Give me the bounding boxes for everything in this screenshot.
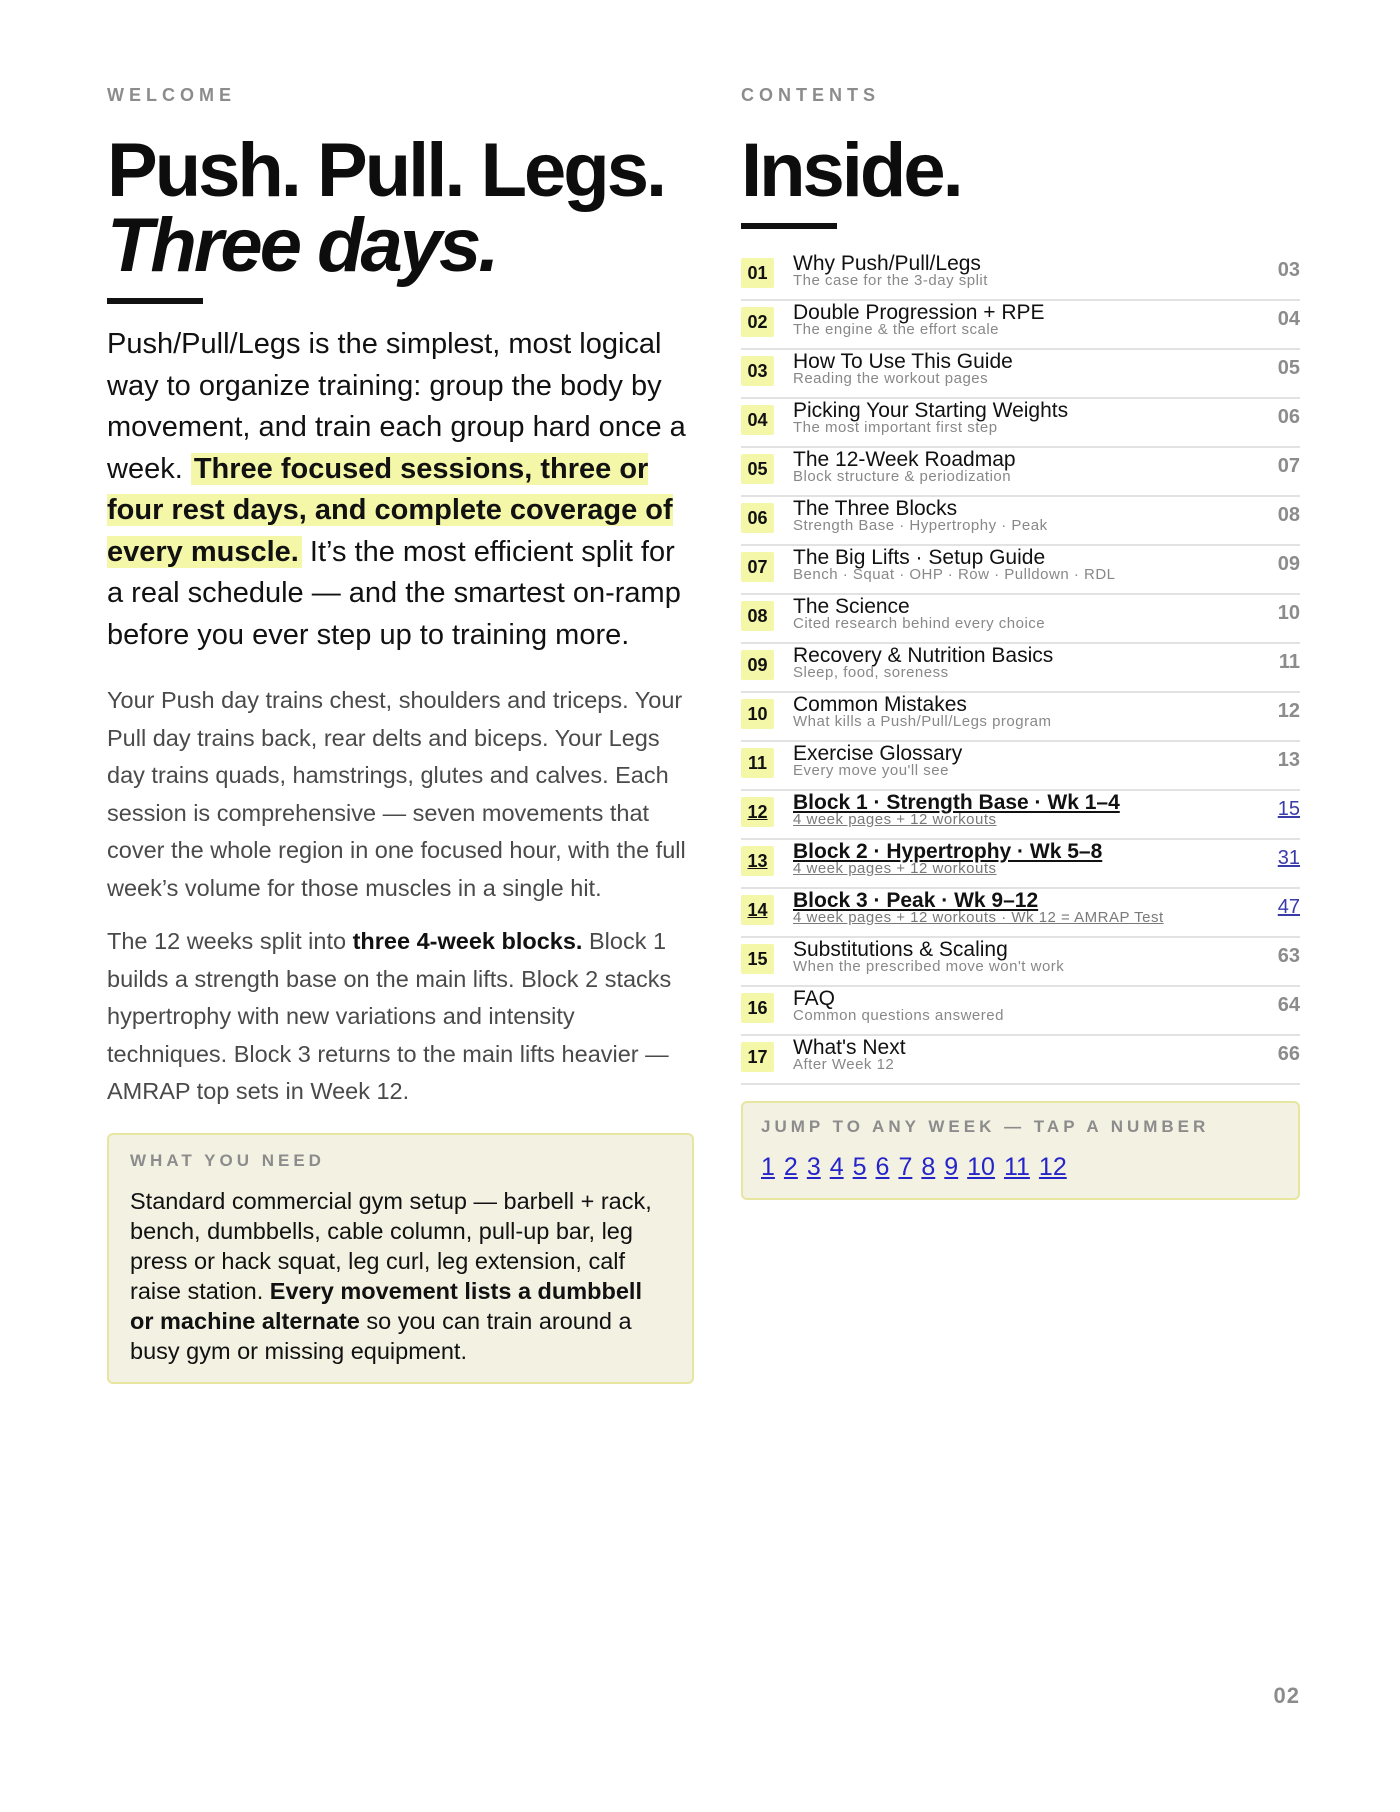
week-link[interactable]: 12 <box>1038 1153 1067 1181</box>
need-text-bold: Every movement lists a dumbbell or machine alternate <box>130 1277 642 1334</box>
toc-number: 11 <box>741 748 774 778</box>
toc-row <box>741 644 1300 693</box>
lead-text-end: It’s the most efficient split for a real schedule — and the smartest on-ramp before you ever step up to training more. <box>107 535 681 651</box>
jump-to-week-box <box>741 1101 1300 1200</box>
toc-title: The Science <box>793 595 910 618</box>
toc-page-number: 07 <box>1277 455 1300 477</box>
toc-page-number: 08 <box>1277 504 1300 526</box>
toc-subtitle: Bench · Squat · OHP · Row · Pulldown · RDL <box>793 566 1116 583</box>
toc-subtitle: 4 week pages + 12 workouts · Wk 12 = AMRAP Test <box>793 909 1164 926</box>
toc-title: Recovery & Nutrition Basics <box>793 644 1054 667</box>
toc-subtitle: Cited research behind every choice <box>793 615 1046 632</box>
toc-page-number: 06 <box>1277 406 1300 428</box>
week-link[interactable]: 7 <box>898 1153 913 1181</box>
toc-title: Common Mistakes <box>793 693 967 716</box>
toc-title: The Three Blocks <box>793 497 958 520</box>
week-link[interactable]: 3 <box>806 1153 821 1181</box>
week-link[interactable]: 4 <box>829 1153 844 1181</box>
lead-highlight: Three focused sessions, three or four rest days, and complete coverage of every muscle. <box>107 452 673 568</box>
toc-subtitle: 4 week pages + 12 workouts <box>793 811 997 828</box>
toc-row <box>741 497 1300 546</box>
week-link[interactable]: 10 <box>967 1153 995 1181</box>
toc-page-number: 66 <box>1277 1043 1300 1065</box>
toc-subtitle: Every move you'll see <box>793 762 949 779</box>
title-line-2: Three days. <box>107 203 497 288</box>
welcome-eyebrow: WELCOME <box>107 85 236 105</box>
toc-page-number[interactable]: 15 <box>1277 798 1300 820</box>
toc-row[interactable] <box>741 840 1300 889</box>
toc-subtitle: 4 week pages + 12 workouts <box>793 860 997 877</box>
toc-row <box>741 301 1300 350</box>
blocks-text-end: Block 1 builds a strength base on the main lifts. Block 2 stacks hypertrophy with new variations and intensity techniques. Block 3 returns to the main lifts heavier — AMRAP top sets in Week 12. <box>107 928 672 1104</box>
contents-rule <box>741 223 837 229</box>
lead-paragraph <box>107 324 692 656</box>
blocks-text-bold: three 4-week blocks. <box>352 928 583 954</box>
toc-title[interactable]: Block 1 · Strength Base · Wk 1–4 <box>793 791 1120 814</box>
contents-column <box>741 82 1300 1200</box>
week-link[interactable]: 9 <box>944 1153 959 1181</box>
toc-number[interactable]: 12 <box>741 797 774 827</box>
toc-subtitle: The case for the 3-day split <box>793 272 988 289</box>
table-of-contents <box>741 252 1300 1085</box>
toc-title[interactable]: Block 2 · Hypertrophy · Wk 5–8 <box>793 840 1103 863</box>
week-link[interactable]: 6 <box>875 1153 890 1181</box>
toc-page-number: 10 <box>1277 602 1300 624</box>
toc-page-number: 12 <box>1277 700 1300 722</box>
toc-number: 01 <box>741 258 774 288</box>
week-link[interactable]: 5 <box>852 1153 867 1181</box>
toc-subtitle: Reading the workout pages <box>793 370 989 387</box>
toc-page-number: 13 <box>1277 749 1300 771</box>
toc-number: 09 <box>741 650 774 680</box>
week-link[interactable]: 8 <box>921 1153 936 1181</box>
toc-title: Substitutions & Scaling <box>793 938 1008 961</box>
toc-number[interactable]: 13 <box>741 846 774 876</box>
what-you-need-label: WHAT YOU NEED <box>130 1150 325 1170</box>
week-link[interactable]: 2 <box>783 1153 798 1181</box>
welcome-column <box>107 82 692 1384</box>
toc-row <box>741 448 1300 497</box>
toc-title: The 12-Week Roadmap <box>793 448 1016 471</box>
toc-page-number[interactable]: 47 <box>1277 896 1300 918</box>
toc-row <box>741 595 1300 644</box>
toc-title: The Big Lifts · Setup Guide <box>793 546 1046 569</box>
contents-eyebrow: CONTENTS <box>741 85 880 105</box>
toc-number: 16 <box>741 993 774 1023</box>
toc-row <box>741 693 1300 742</box>
toc-page-number: 05 <box>1277 357 1300 379</box>
toc-number[interactable]: 14 <box>741 895 774 925</box>
toc-number: 08 <box>741 601 774 631</box>
contents-title: Inside. <box>741 128 961 213</box>
toc-row[interactable] <box>741 791 1300 840</box>
what-you-need-text <box>130 1186 670 1366</box>
title-line-1: Push. Pull. Legs. <box>107 128 665 213</box>
toc-subtitle: The engine & the effort scale <box>793 321 1000 338</box>
toc-row <box>741 1036 1300 1085</box>
week-links <box>761 1153 1280 1182</box>
toc-page-number[interactable]: 31 <box>1277 847 1300 869</box>
toc-number: 17 <box>741 1042 774 1072</box>
need-text-end: so you can train around a busy gym or missing equipment. <box>130 1307 632 1364</box>
toc-subtitle: What kills a Push/Pull/Legs program <box>793 713 1052 730</box>
toc-title: Exercise Glossary <box>793 742 963 765</box>
toc-page-number: 64 <box>1277 994 1300 1016</box>
toc-row <box>741 987 1300 1036</box>
toc-number: 02 <box>741 307 774 337</box>
welcome-title <box>107 128 692 288</box>
toc-row <box>741 546 1300 595</box>
toc-page-number: 63 <box>1277 945 1300 967</box>
toc-number: 03 <box>741 356 774 386</box>
toc-page-number: 09 <box>1277 553 1300 575</box>
toc-row <box>741 350 1300 399</box>
toc-page-number: 04 <box>1277 308 1300 330</box>
toc-title: Why Push/Pull/Legs <box>793 252 981 275</box>
need-text-start: Standard commercial gym setup — barbell + rack, bench, dumbbells, cable column, pull-up bar, leg press or hack squat, leg curl, leg extension, calf raise station. <box>130 1187 652 1304</box>
toc-title: FAQ <box>793 987 836 1010</box>
lead-text-start: Push/Pull/Legs is the simplest, most logical way to organize training: group the body by movement, and train each group hard once a week. <box>107 328 686 485</box>
blocks-text-start: The 12 weeks split into <box>107 928 353 954</box>
toc-subtitle: The most important first step <box>793 419 998 436</box>
jump-to-week-label: JUMP TO ANY WEEK — TAP A NUMBER <box>761 1117 1210 1136</box>
toc-number: 05 <box>741 454 774 484</box>
toc-row <box>741 252 1300 301</box>
toc-row <box>741 742 1300 791</box>
toc-row <box>741 938 1300 987</box>
toc-page-number: 11 <box>1278 651 1300 673</box>
toc-subtitle: Strength Base · Hypertrophy · Peak <box>793 517 1048 534</box>
toc-title: Picking Your Starting Weights <box>793 399 1069 422</box>
body-paragraph-blocks <box>107 923 692 1111</box>
toc-title: Double Progression + RPE <box>793 301 1045 324</box>
toc-number: 10 <box>741 699 774 729</box>
week-link[interactable]: 1 <box>761 1153 775 1181</box>
toc-page-number: 03 <box>1277 259 1300 281</box>
toc-subtitle: Common questions answered <box>793 1007 1004 1024</box>
toc-title[interactable]: Block 3 · Peak · Wk 9–12 <box>793 889 1039 912</box>
toc-title: How To Use This Guide <box>793 350 1013 373</box>
toc-row <box>741 399 1300 448</box>
toc-title: What's Next <box>793 1036 906 1059</box>
body-paragraph-days: Your Push day trains chest, shoulders and triceps. Your Pull day trains back, rear delts and biceps. Your Legs day trains quads, hamstrings, glutes and calves. Each session is comprehensive — seven movements that cover the whole region in one focused hour, with the full week’s volume for those muscles in a single hit. <box>107 687 686 901</box>
what-you-need-box <box>107 1133 694 1384</box>
page-number: 02 <box>1273 1683 1300 1708</box>
toc-subtitle: Sleep, food, soreness <box>793 664 949 681</box>
toc-number: 07 <box>741 552 774 582</box>
toc-subtitle: After Week 12 <box>793 1056 895 1073</box>
week-link[interactable]: 11 <box>1003 1153 1030 1181</box>
title-rule <box>107 298 203 304</box>
toc-subtitle: When the prescribed move won't work <box>793 958 1065 975</box>
toc-row[interactable] <box>741 889 1300 938</box>
toc-number: 06 <box>741 503 774 533</box>
toc-subtitle: Block structure & periodization <box>793 468 1012 485</box>
toc-number: 04 <box>741 405 774 435</box>
toc-number: 15 <box>741 944 774 974</box>
